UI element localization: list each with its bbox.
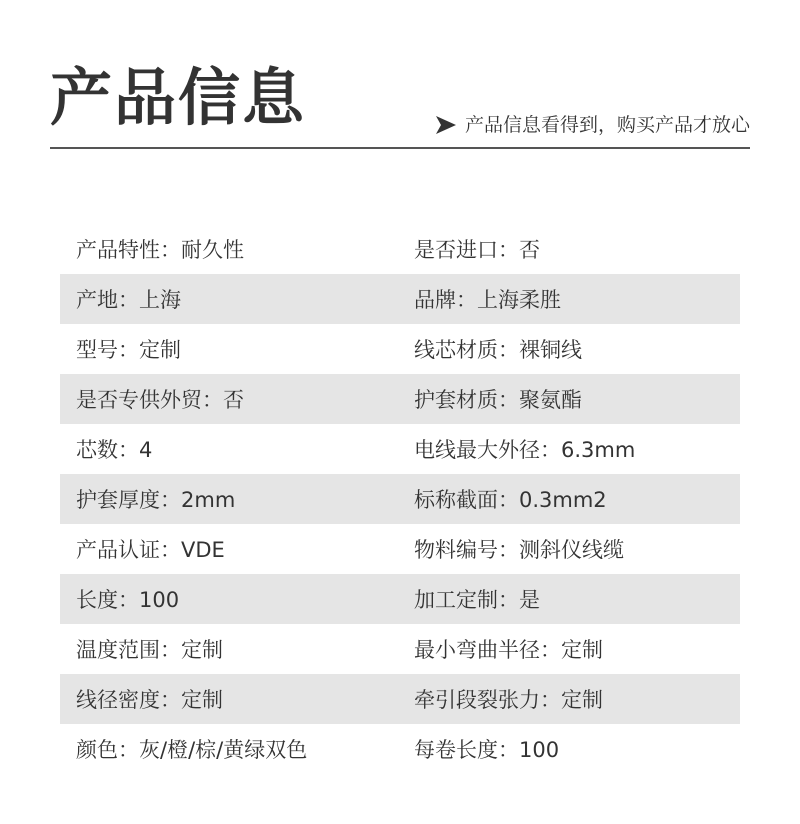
spec-cell-right: 品牌：上海柔胜	[414, 288, 561, 312]
spec-row	[60, 324, 740, 374]
arrow-right-icon	[435, 115, 457, 135]
spec-row	[60, 624, 740, 674]
tagline-text: 产品信息看得到，购买产品才放心	[464, 114, 750, 136]
spec-cell-left: 芯数：4	[76, 438, 153, 462]
spec-row	[60, 524, 740, 574]
spec-cell-right: 物料编号：测斜仪线缆	[414, 538, 624, 562]
tagline	[435, 112, 750, 138]
spec-cell-left: 线径密度：定制	[76, 688, 223, 712]
spec-cell-left: 颜色：灰/橙/棕/黄绿双色	[76, 738, 308, 762]
spec-cell-right: 牵引段裂张力：定制	[414, 688, 603, 712]
spec-cell-right: 线芯材质：裸铜线	[414, 338, 582, 362]
spec-row	[60, 474, 740, 524]
spec-cell-right: 最小弯曲半径：定制	[414, 638, 603, 662]
spec-cell-left: 长度：100	[76, 588, 180, 612]
spec-cell-right: 是否进口：否	[414, 238, 540, 262]
spec-cell-right: 标称截面：0.3mm2	[414, 488, 607, 512]
spec-cell-left: 温度范围：定制	[76, 638, 223, 662]
spec-cell-left: 护套厚度：2mm	[76, 488, 236, 512]
spec-row	[60, 574, 740, 624]
header-divider	[50, 147, 750, 149]
spec-row	[60, 224, 740, 274]
page-header	[50, 62, 750, 152]
spec-row	[60, 374, 740, 424]
spec-cell-right: 电线最大外径：6.3mm	[414, 438, 636, 462]
spec-cell-left: 产品特性：耐久性	[76, 238, 244, 262]
spec-cell-left: 产品认证：VDE	[76, 538, 225, 562]
spec-cell-right: 护套材质：聚氨酯	[414, 388, 582, 412]
spec-cell-right: 加工定制：是	[414, 588, 540, 612]
page-title: 产品信息	[50, 61, 307, 134]
spec-row	[60, 724, 740, 774]
spec-cell-left: 是否专供外贸：否	[76, 388, 244, 412]
spec-row	[60, 424, 740, 474]
spec-cell-right: 每卷长度：100	[414, 738, 560, 762]
spec-row	[60, 674, 740, 724]
spec-cell-left: 产地：上海	[76, 288, 181, 312]
spec-cell-left: 型号：定制	[76, 338, 181, 362]
spec-row	[60, 274, 740, 324]
spec-table	[60, 224, 740, 774]
